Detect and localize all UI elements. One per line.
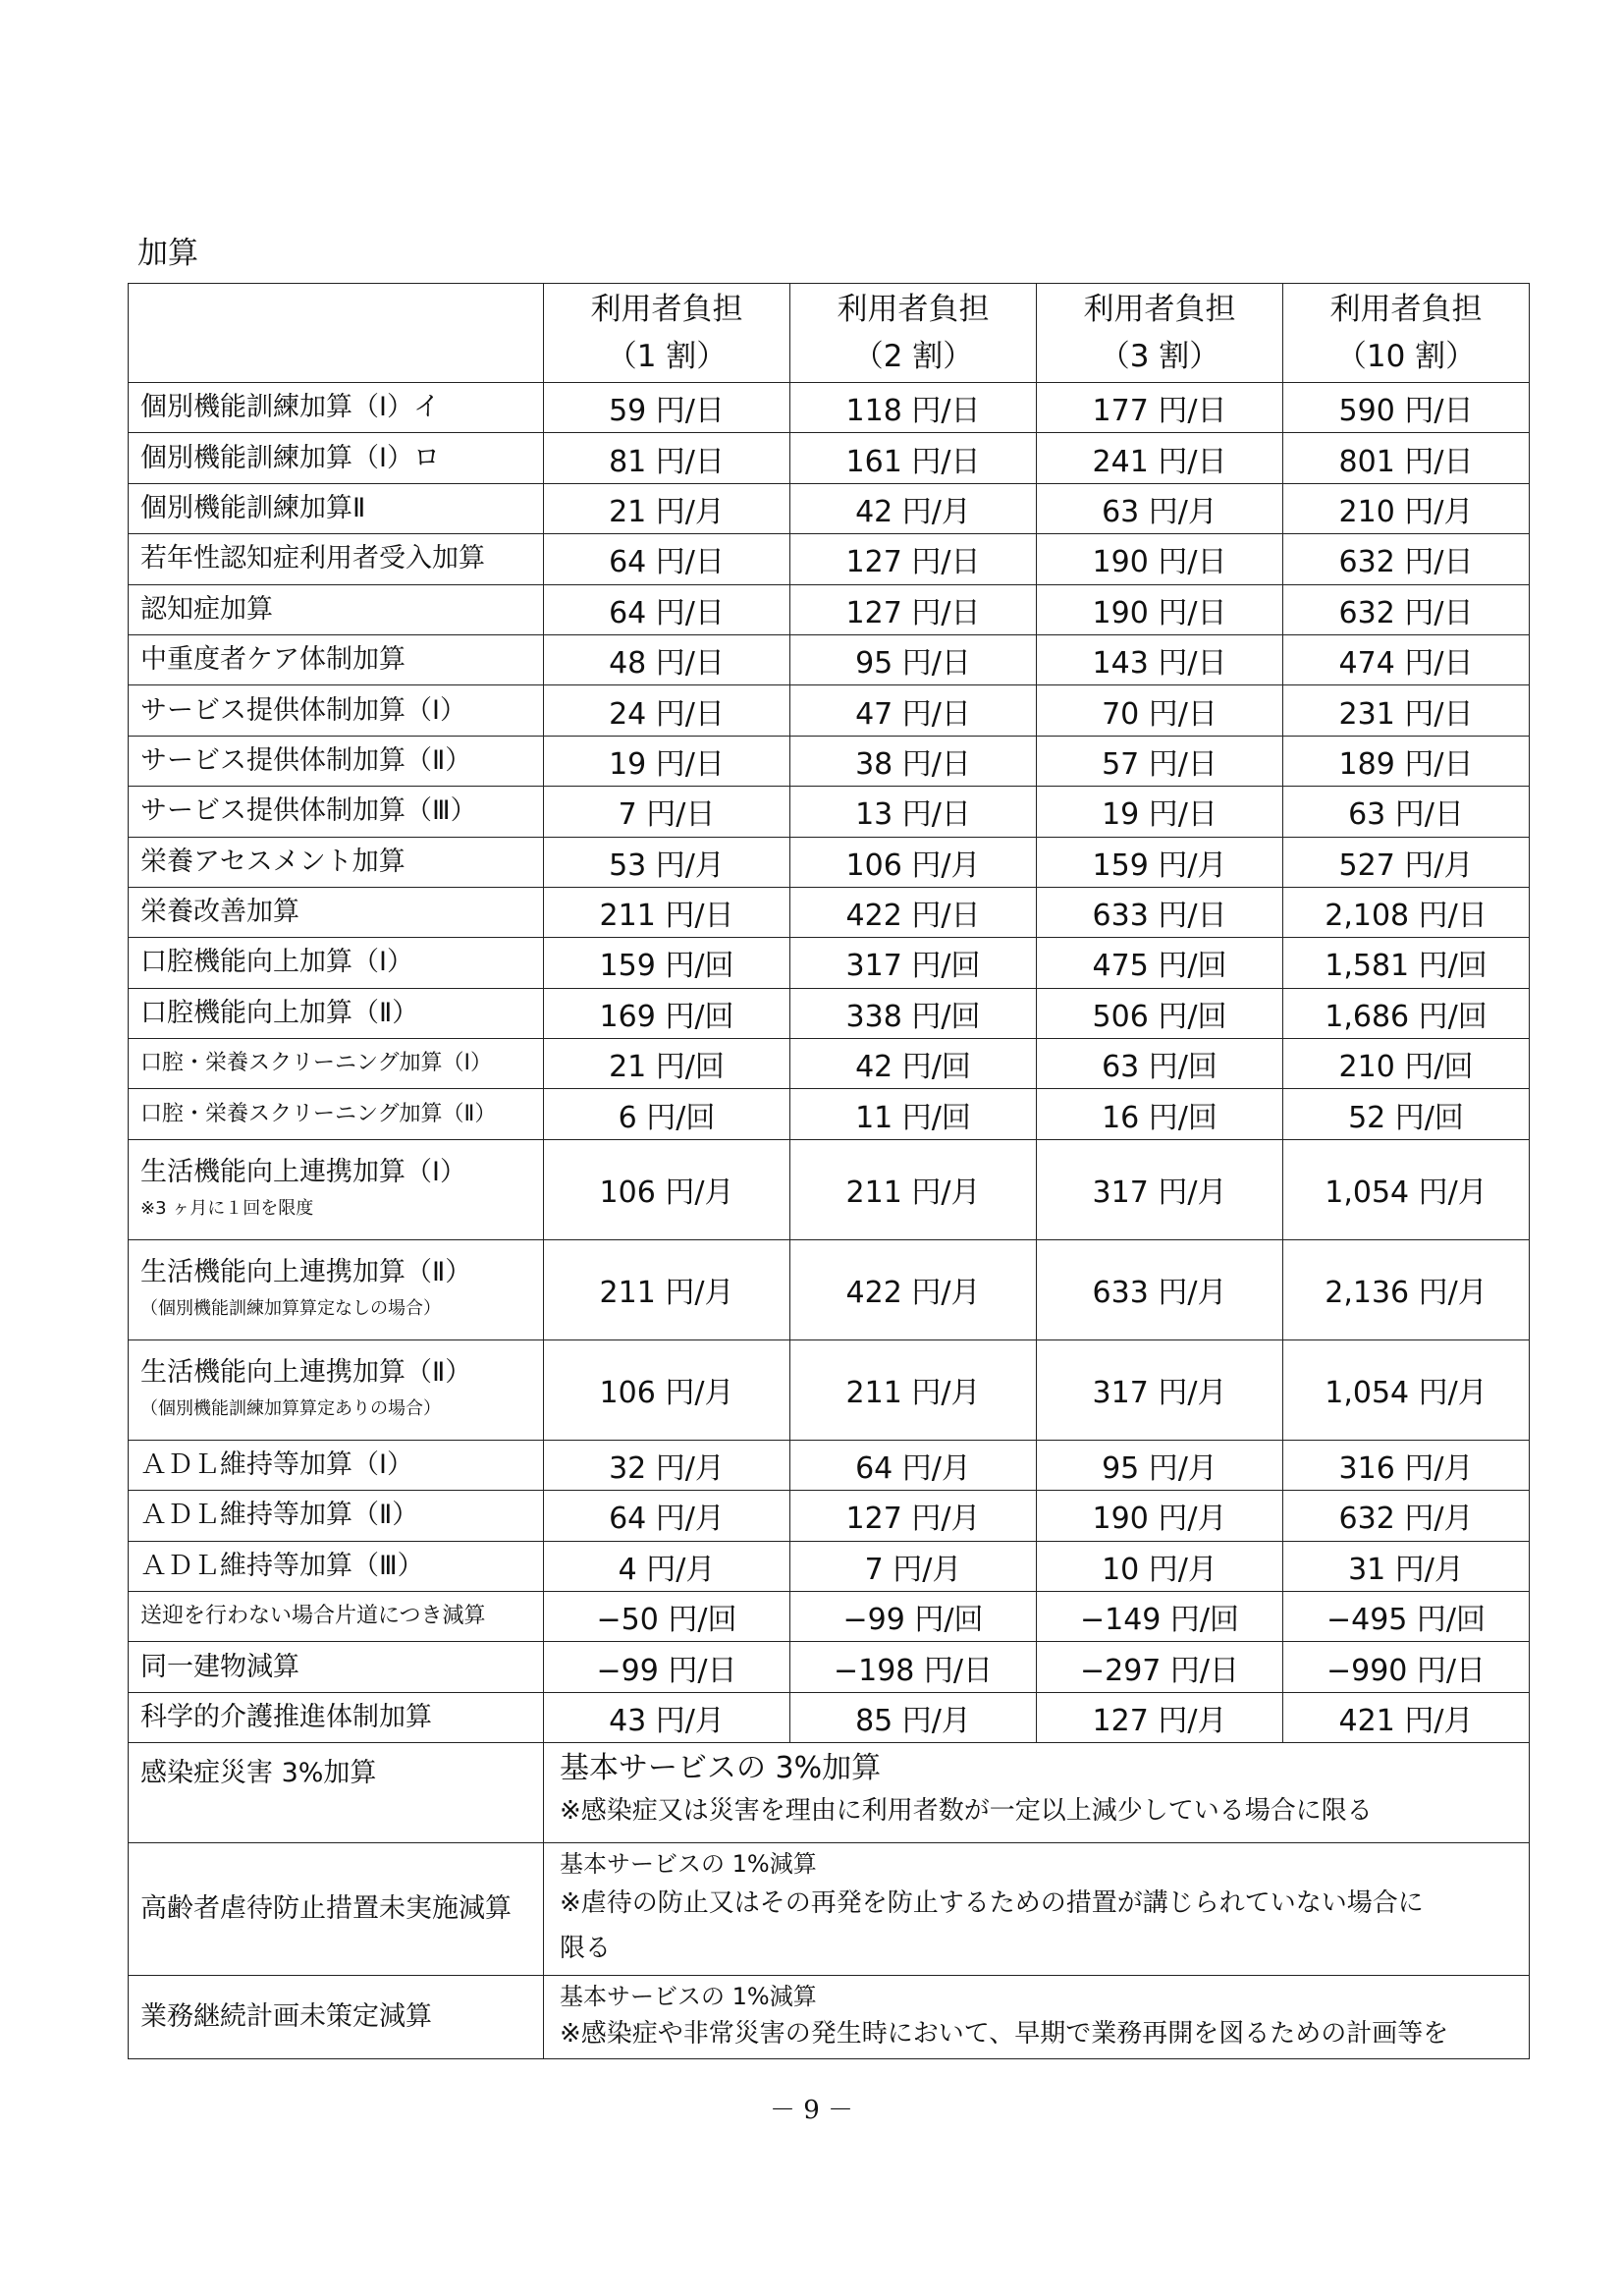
row-label-main: 生活機能向上連携加算（Ⅰ） <box>140 1157 466 1188</box>
fee-value-cell: 63 円/回 <box>1037 1039 1283 1089</box>
row-label-note: （個別機能訓練加算算定なしの場合） <box>140 1298 441 1320</box>
fee-value-cell: 21 円/月 <box>544 483 790 533</box>
fee-value-cell: 42 円/月 <box>790 483 1037 533</box>
row-label: 個別機能訓練加算（Ⅰ）イ <box>129 383 544 433</box>
fee-value-cell: 42 円/回 <box>790 1039 1037 1089</box>
table-row <box>129 787 1530 837</box>
row-label: ＡＤＬ維持等加算（Ⅱ） <box>129 1491 544 1541</box>
fee-value-cell: 43 円/月 <box>544 1692 790 1742</box>
fee-value-cell: 633 円/月 <box>1037 1239 1283 1339</box>
fee-value-cell: 64 円/日 <box>544 534 790 584</box>
fee-value-cell: 118 円/日 <box>790 383 1037 433</box>
note-row <box>129 1843 1530 1976</box>
row-label: 個別機能訓練加算Ⅱ <box>129 483 544 533</box>
header-cell: 利用者負担 （1 割） <box>544 284 790 383</box>
fee-value-cell: 1,054 円/月 <box>1283 1339 1530 1440</box>
note-cell <box>544 1843 1530 1976</box>
fee-value-cell: 422 円/月 <box>790 1239 1037 1339</box>
fee-value-cell: 81 円/日 <box>544 433 790 483</box>
fee-value-cell: 189 円/日 <box>1283 736 1530 786</box>
fee-value-cell: 506 円/回 <box>1037 988 1283 1038</box>
note-row <box>129 1743 1530 1843</box>
fee-value-cell: 211 円/月 <box>790 1139 1037 1239</box>
fee-value-cell: 2,136 円/月 <box>1283 1239 1530 1339</box>
fee-value-cell: 63 円/日 <box>1283 787 1530 837</box>
note-text: 基本サービスの 3%加算 <box>560 1751 882 1786</box>
row-label: サービス提供体制加算（Ⅲ） <box>129 787 544 837</box>
table-row <box>129 1642 1530 1692</box>
fee-value-cell: 64 円/月 <box>790 1440 1037 1490</box>
fee-value-cell: 57 円/日 <box>1037 736 1283 786</box>
row-label: 感染症災害 3%加算 <box>129 1743 544 1843</box>
table-row <box>129 1339 1530 1440</box>
fee-value-cell: 48 円/日 <box>544 634 790 684</box>
fee-value-cell: 106 円/月 <box>544 1139 790 1239</box>
fee-value-cell: 95 円/日 <box>790 634 1037 684</box>
fee-value-cell: 211 円/月 <box>544 1239 790 1339</box>
note-text: 基本サービスの 1%減算 <box>560 1850 817 1879</box>
row-label: 業務継続計画未策定減算 <box>129 1976 544 2059</box>
fee-value-cell: 210 円/月 <box>1283 483 1530 533</box>
row-label: 若年性認知症利用者受入加算 <box>129 534 544 584</box>
fee-value-cell: 127 円/月 <box>1037 1692 1283 1742</box>
fee-value-cell: 70 円/日 <box>1037 685 1283 736</box>
fee-value-cell: 63 円/月 <box>1037 483 1283 533</box>
table-row <box>129 887 1530 937</box>
row-label-main: 生活機能向上連携加算（Ⅱ） <box>140 1357 472 1389</box>
table-row <box>129 534 1530 584</box>
fee-value-cell: 19 円/日 <box>1037 787 1283 837</box>
fee-value-cell: 801 円/日 <box>1283 433 1530 483</box>
row-label: 口腔機能向上加算（Ⅱ） <box>129 988 544 1038</box>
row-label: 認知症加算 <box>129 584 544 634</box>
fee-value-cell: 474 円/日 <box>1283 634 1530 684</box>
fee-value-cell: 590 円/日 <box>1283 383 1530 433</box>
row-label <box>129 1339 544 1440</box>
fee-value-cell: 475 円/回 <box>1037 938 1283 988</box>
fee-value-cell: 31 円/月 <box>1283 1541 1530 1591</box>
fee-value-cell: 317 円/回 <box>790 938 1037 988</box>
row-label: 栄養改善加算 <box>129 887 544 937</box>
fee-value-cell: 95 円/月 <box>1037 1440 1283 1490</box>
fee-value-cell: −99 円/日 <box>544 1642 790 1692</box>
fee-value-cell: 169 円/回 <box>544 988 790 1038</box>
fee-value-cell: 316 円/月 <box>1283 1440 1530 1490</box>
note-text: ※感染症や非常災害の発生時において、早期で業務再開を図るための計画等を <box>560 2019 1449 2050</box>
fee-value-cell: 338 円/回 <box>790 988 1037 1038</box>
table-row <box>129 634 1530 684</box>
table-row <box>129 584 1530 634</box>
note-row <box>129 1976 1530 2059</box>
fee-value-cell: 1,581 円/回 <box>1283 938 1530 988</box>
table-row <box>129 1541 1530 1591</box>
fee-value-cell: 47 円/日 <box>790 685 1037 736</box>
section-title: 加算 <box>137 236 198 271</box>
page-number: － 9 － <box>769 2096 854 2125</box>
fee-value-cell: 13 円/日 <box>790 787 1037 837</box>
header-cell: 利用者負担 （3 割） <box>1037 284 1283 383</box>
fee-value-cell: −990 円/日 <box>1283 1642 1530 1692</box>
table-row <box>129 837 1530 887</box>
table-row <box>129 383 1530 433</box>
fee-value-cell: 143 円/日 <box>1037 634 1283 684</box>
row-label: ＡＤＬ維持等加算（Ⅰ） <box>129 1440 544 1490</box>
fee-value-cell: 190 円/月 <box>1037 1491 1283 1541</box>
table-row <box>129 685 1530 736</box>
fee-value-cell: 1,054 円/月 <box>1283 1139 1530 1239</box>
fee-value-cell: 10 円/月 <box>1037 1541 1283 1591</box>
row-label-note: ※3 ヶ月に１回を限度 <box>140 1198 314 1220</box>
fee-value-cell: 1,686 円/回 <box>1283 988 1530 1038</box>
table-row <box>129 483 1530 533</box>
note-text: 基本サービスの 1%減算 <box>560 1983 817 2011</box>
table-row <box>129 1440 1530 1490</box>
fee-value-cell: 527 円/月 <box>1283 837 1530 887</box>
fee-value-cell: 632 円/日 <box>1283 534 1530 584</box>
table-row <box>129 433 1530 483</box>
table-row <box>129 988 1530 1038</box>
fee-value-cell: 317 円/月 <box>1037 1339 1283 1440</box>
fee-value-cell: 190 円/日 <box>1037 584 1283 634</box>
row-label: 口腔・栄養スクリーニング加算（Ⅰ） <box>129 1039 544 1089</box>
note-cell <box>544 1743 1530 1843</box>
fee-value-cell: 19 円/日 <box>544 736 790 786</box>
row-label: 同一建物減算 <box>129 1642 544 1692</box>
fee-value-cell: −495 円/回 <box>1283 1592 1530 1642</box>
row-label <box>129 1139 544 1239</box>
row-label: 中重度者ケア体制加算 <box>129 634 544 684</box>
row-label: 栄養アセスメント加算 <box>129 837 544 887</box>
note-text: ※虐待の防止又はその再発を防止するための措置が講じられていない場合に <box>560 1888 1424 1919</box>
fee-value-cell: 210 円/回 <box>1283 1039 1530 1089</box>
table-row <box>129 1491 1530 1541</box>
fee-value-cell: 6 円/回 <box>544 1089 790 1139</box>
row-label: 口腔・栄養スクリーニング加算（Ⅱ） <box>129 1089 544 1139</box>
fee-value-cell: 127 円/日 <box>790 584 1037 634</box>
row-label-main: 生活機能向上連携加算（Ⅱ） <box>140 1257 472 1288</box>
table-row <box>129 1039 1530 1089</box>
fee-value-cell: 2,108 円/日 <box>1283 887 1530 937</box>
row-label: 口腔機能向上加算（Ⅰ） <box>129 938 544 988</box>
fee-value-cell: 7 円/日 <box>544 787 790 837</box>
fee-value-cell: 7 円/月 <box>790 1541 1037 1591</box>
fee-value-cell: 190 円/日 <box>1037 534 1283 584</box>
fee-value-cell: 4 円/月 <box>544 1541 790 1591</box>
fee-value-cell: 159 円/回 <box>544 938 790 988</box>
fee-value-cell: 422 円/日 <box>790 887 1037 937</box>
fee-value-cell: 632 円/月 <box>1283 1491 1530 1541</box>
fee-value-cell: 633 円/日 <box>1037 887 1283 937</box>
table-row <box>129 1239 1530 1339</box>
header-cell: 利用者負担 （10 割） <box>1283 284 1530 383</box>
fee-value-cell: 52 円/回 <box>1283 1089 1530 1139</box>
row-label-note: （個別機能訓練加算算定ありの場合） <box>140 1398 441 1420</box>
row-label: 高齢者虐待防止措置未実施減算 <box>129 1843 544 1976</box>
fee-table <box>128 283 1530 2059</box>
row-label: サービス提供体制加算（Ⅱ） <box>129 736 544 786</box>
fee-value-cell: 159 円/月 <box>1037 837 1283 887</box>
fee-value-cell: 21 円/回 <box>544 1039 790 1089</box>
fee-value-cell: 317 円/月 <box>1037 1139 1283 1239</box>
header-cell: 利用者負担 （2 割） <box>790 284 1037 383</box>
fee-value-cell: 64 円/月 <box>544 1491 790 1541</box>
header-row <box>129 284 1530 383</box>
row-label: 個別機能訓練加算（Ⅰ）ロ <box>129 433 544 483</box>
fee-value-cell: 106 円/月 <box>544 1339 790 1440</box>
fee-value-cell: 231 円/日 <box>1283 685 1530 736</box>
fee-value-cell: 16 円/回 <box>1037 1089 1283 1139</box>
fee-value-cell: 241 円/日 <box>1037 433 1283 483</box>
fee-value-cell: −149 円/回 <box>1037 1592 1283 1642</box>
fee-value-cell: 11 円/回 <box>790 1089 1037 1139</box>
table-row <box>129 938 1530 988</box>
row-label <box>129 1239 544 1339</box>
table-row <box>129 1139 1530 1239</box>
header-empty-cell <box>129 284 544 383</box>
fee-value-cell: 161 円/日 <box>790 433 1037 483</box>
fee-value-cell: 632 円/日 <box>1283 584 1530 634</box>
fee-value-cell: 211 円/月 <box>790 1339 1037 1440</box>
fee-value-cell: 64 円/日 <box>544 584 790 634</box>
fee-value-cell: 32 円/月 <box>544 1440 790 1490</box>
fee-value-cell: −50 円/回 <box>544 1592 790 1642</box>
table-row <box>129 736 1530 786</box>
note-cell <box>544 1976 1530 2059</box>
fee-value-cell: 106 円/月 <box>790 837 1037 887</box>
row-label: 送迎を行わない場合片道につき減算 <box>129 1592 544 1642</box>
fee-value-cell: 177 円/日 <box>1037 383 1283 433</box>
table-row <box>129 1692 1530 1742</box>
fee-value-cell: 127 円/日 <box>790 534 1037 584</box>
fee-value-cell: −297 円/日 <box>1037 1642 1283 1692</box>
table-row <box>129 1089 1530 1139</box>
fee-value-cell: −99 円/回 <box>790 1592 1037 1642</box>
fee-value-cell: 53 円/月 <box>544 837 790 887</box>
fee-value-cell: −198 円/日 <box>790 1642 1037 1692</box>
fee-value-cell: 421 円/月 <box>1283 1692 1530 1742</box>
fee-value-cell: 211 円/日 <box>544 887 790 937</box>
fee-value-cell: 38 円/日 <box>790 736 1037 786</box>
note-text: ※感染症又は災害を理由に利用者数が一定以上減少している場合に限る <box>560 1796 1373 1827</box>
row-label: サービス提供体制加算（Ⅰ） <box>129 685 544 736</box>
note-text: 限る <box>560 1934 612 1964</box>
fee-value-cell: 59 円/日 <box>544 383 790 433</box>
table-row <box>129 1592 1530 1642</box>
row-label: ＡＤＬ維持等加算（Ⅲ） <box>129 1541 544 1591</box>
fee-value-cell: 85 円/月 <box>790 1692 1037 1742</box>
fee-value-cell: 127 円/月 <box>790 1491 1037 1541</box>
fee-value-cell: 24 円/日 <box>544 685 790 736</box>
row-label: 科学的介護推進体制加算 <box>129 1692 544 1742</box>
